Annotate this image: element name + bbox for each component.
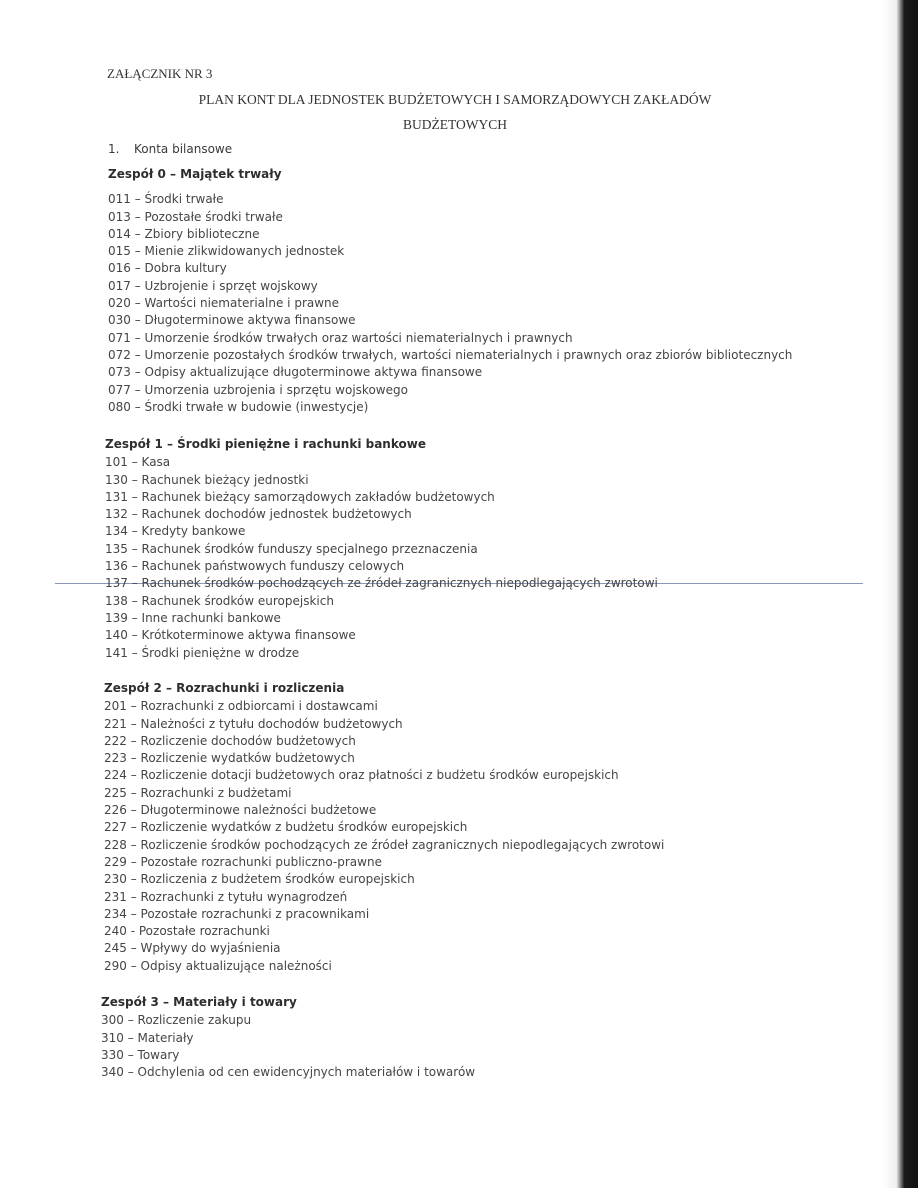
account-item: 011 – Środki trwałe bbox=[108, 192, 224, 207]
account-item: 230 – Rozliczenia z budżetem środków europejskich bbox=[104, 872, 415, 887]
account-item: 140 – Krótkoterminowe aktywa finansowe bbox=[105, 628, 356, 643]
account-item: 071 – Umorzenie środków trwałych oraz wartości niematerialnych i prawnych bbox=[108, 330, 573, 345]
account-item: 224 – Rozliczenie dotacji budżetowych oraz płatności z budżetu środków europejskich bbox=[104, 768, 619, 783]
account-group-3 bbox=[101, 994, 475, 1081]
account-item: 015 – Mienie zlikwidowanych jednostek bbox=[108, 244, 345, 259]
account-item: 201 – Rozrachunki z odbiorcami i dostawcami bbox=[104, 699, 378, 714]
section-label: Konta bilansowe bbox=[134, 142, 233, 156]
section-heading bbox=[108, 142, 232, 156]
document-title-line-1: PLAN KONT DLA JEDNOSTEK BUDŻETOWYCH I SAMORZĄDOWYCH ZAKŁADÓW bbox=[198, 92, 712, 107]
account-item: 137 – Rachunek środków pochodzących ze źródeł zagranicznych niepodlegających zwrotowi bbox=[105, 576, 658, 591]
account-item: 132 – Rachunek dochodów jednostek budżetowych bbox=[105, 507, 412, 522]
account-item: 234 – Pozostałe rozrachunki z pracownikami bbox=[104, 906, 370, 921]
account-item: 013 – Pozostałe środki trwałe bbox=[108, 209, 283, 224]
account-item: 141 – Środki pieniężne w drodze bbox=[105, 645, 300, 660]
account-item: 139 – Inne rachunki bankowe bbox=[105, 610, 281, 625]
account-list bbox=[104, 698, 664, 975]
group-heading: Zespół 0 – Majątek trwały bbox=[108, 167, 282, 181]
account-item: 290 – Odpisy aktualizujące należności bbox=[104, 958, 332, 973]
account-list bbox=[108, 191, 792, 416]
account-group-0 bbox=[108, 166, 792, 416]
account-item: 136 – Rachunek państwowych funduszy celowych bbox=[105, 559, 405, 574]
account-item: 223 – Rozliczenie wydatków budżetowych bbox=[104, 751, 355, 766]
account-item: 330 – Towary bbox=[101, 1047, 180, 1062]
account-item: 080 – Środki trwałe w budowie (inwestycje) bbox=[108, 399, 369, 414]
account-item: 227 – Rozliczenie wydatków z budżetu środków europejskich bbox=[104, 820, 468, 835]
account-group-1 bbox=[105, 436, 658, 662]
account-item: 221 – Należności z tytułu dochodów budżetowych bbox=[104, 716, 403, 731]
account-item: 340 – Odchylenia od cen ewidencyjnych materiałów i towarów bbox=[101, 1065, 476, 1080]
section-number: 1. bbox=[108, 142, 120, 156]
account-item: 016 – Dobra kultury bbox=[108, 261, 227, 276]
account-item: 017 – Uzbrojenie i sprzęt wojskowy bbox=[108, 278, 318, 293]
account-group-2 bbox=[104, 680, 664, 975]
account-item: 225 – Rozrachunki z budżetami bbox=[104, 785, 292, 800]
account-item: 138 – Rachunek środków europejskich bbox=[105, 593, 334, 608]
group-heading: Zespół 1 – Środki pieniężne i rachunki bankowe bbox=[105, 437, 426, 451]
group-heading: Zespół 3 – Materiały i towary bbox=[101, 995, 297, 1009]
account-item: 240 - Pozostałe rozrachunki bbox=[104, 924, 270, 939]
account-item: 229 – Pozostałe rozrachunki publiczno-prawne bbox=[104, 854, 382, 869]
account-item: 231 – Rozrachunki z tytułu wynagrodzeń bbox=[104, 889, 348, 904]
account-item: 101 – Kasa bbox=[105, 455, 171, 470]
annex-label: ZAŁĄCZNIK NR 3 bbox=[107, 66, 213, 81]
account-item: 030 – Długoterminowe aktywa finansowe bbox=[108, 313, 356, 328]
account-item: 014 – Zbiory biblioteczne bbox=[108, 226, 260, 241]
account-item: 134 – Kredyty bankowe bbox=[105, 524, 246, 539]
account-item: 245 – Wpływy do wyjaśnienia bbox=[104, 941, 281, 956]
document-title-line-2: BUDŻETOWYCH bbox=[403, 117, 507, 132]
account-list bbox=[101, 1012, 475, 1081]
account-item: 226 – Długoterminowe należności budżetowe bbox=[104, 803, 377, 818]
account-item: 131 – Rachunek bieżący samorządowych zakładów budżetowych bbox=[105, 489, 495, 504]
account-item: 310 – Materiały bbox=[101, 1030, 194, 1045]
account-item: 077 – Umorzenia uzbrojenia i sprzętu wojskowego bbox=[108, 382, 408, 397]
account-item: 222 – Rozliczenie dochodów budżetowych bbox=[104, 733, 356, 748]
account-list bbox=[105, 454, 658, 662]
account-item: 228 – Rozliczenie środków pochodzących ze źródeł zagranicznych niepodlegających zwrotowi bbox=[104, 837, 665, 852]
account-item: 020 – Wartości niematerialne i prawne bbox=[108, 296, 340, 311]
account-item: 130 – Rachunek bieżący jednostki bbox=[105, 472, 309, 487]
scan-edge-shadow bbox=[882, 0, 918, 1188]
account-item: 072 – Umorzenie pozostałych środków trwałych, wartości niematerialnych i prawnych oraz zbiorów bibliotecznych bbox=[108, 347, 793, 362]
account-item: 135 – Rachunek środków funduszy specjalnego przeznaczenia bbox=[105, 541, 478, 556]
account-item: 300 – Rozliczenie zakupu bbox=[101, 1013, 252, 1028]
account-item: 073 – Odpisy aktualizujące długoterminowe aktywa finansowe bbox=[108, 365, 483, 380]
group-heading: Zespół 2 – Rozrachunki i rozliczenia bbox=[104, 681, 345, 695]
